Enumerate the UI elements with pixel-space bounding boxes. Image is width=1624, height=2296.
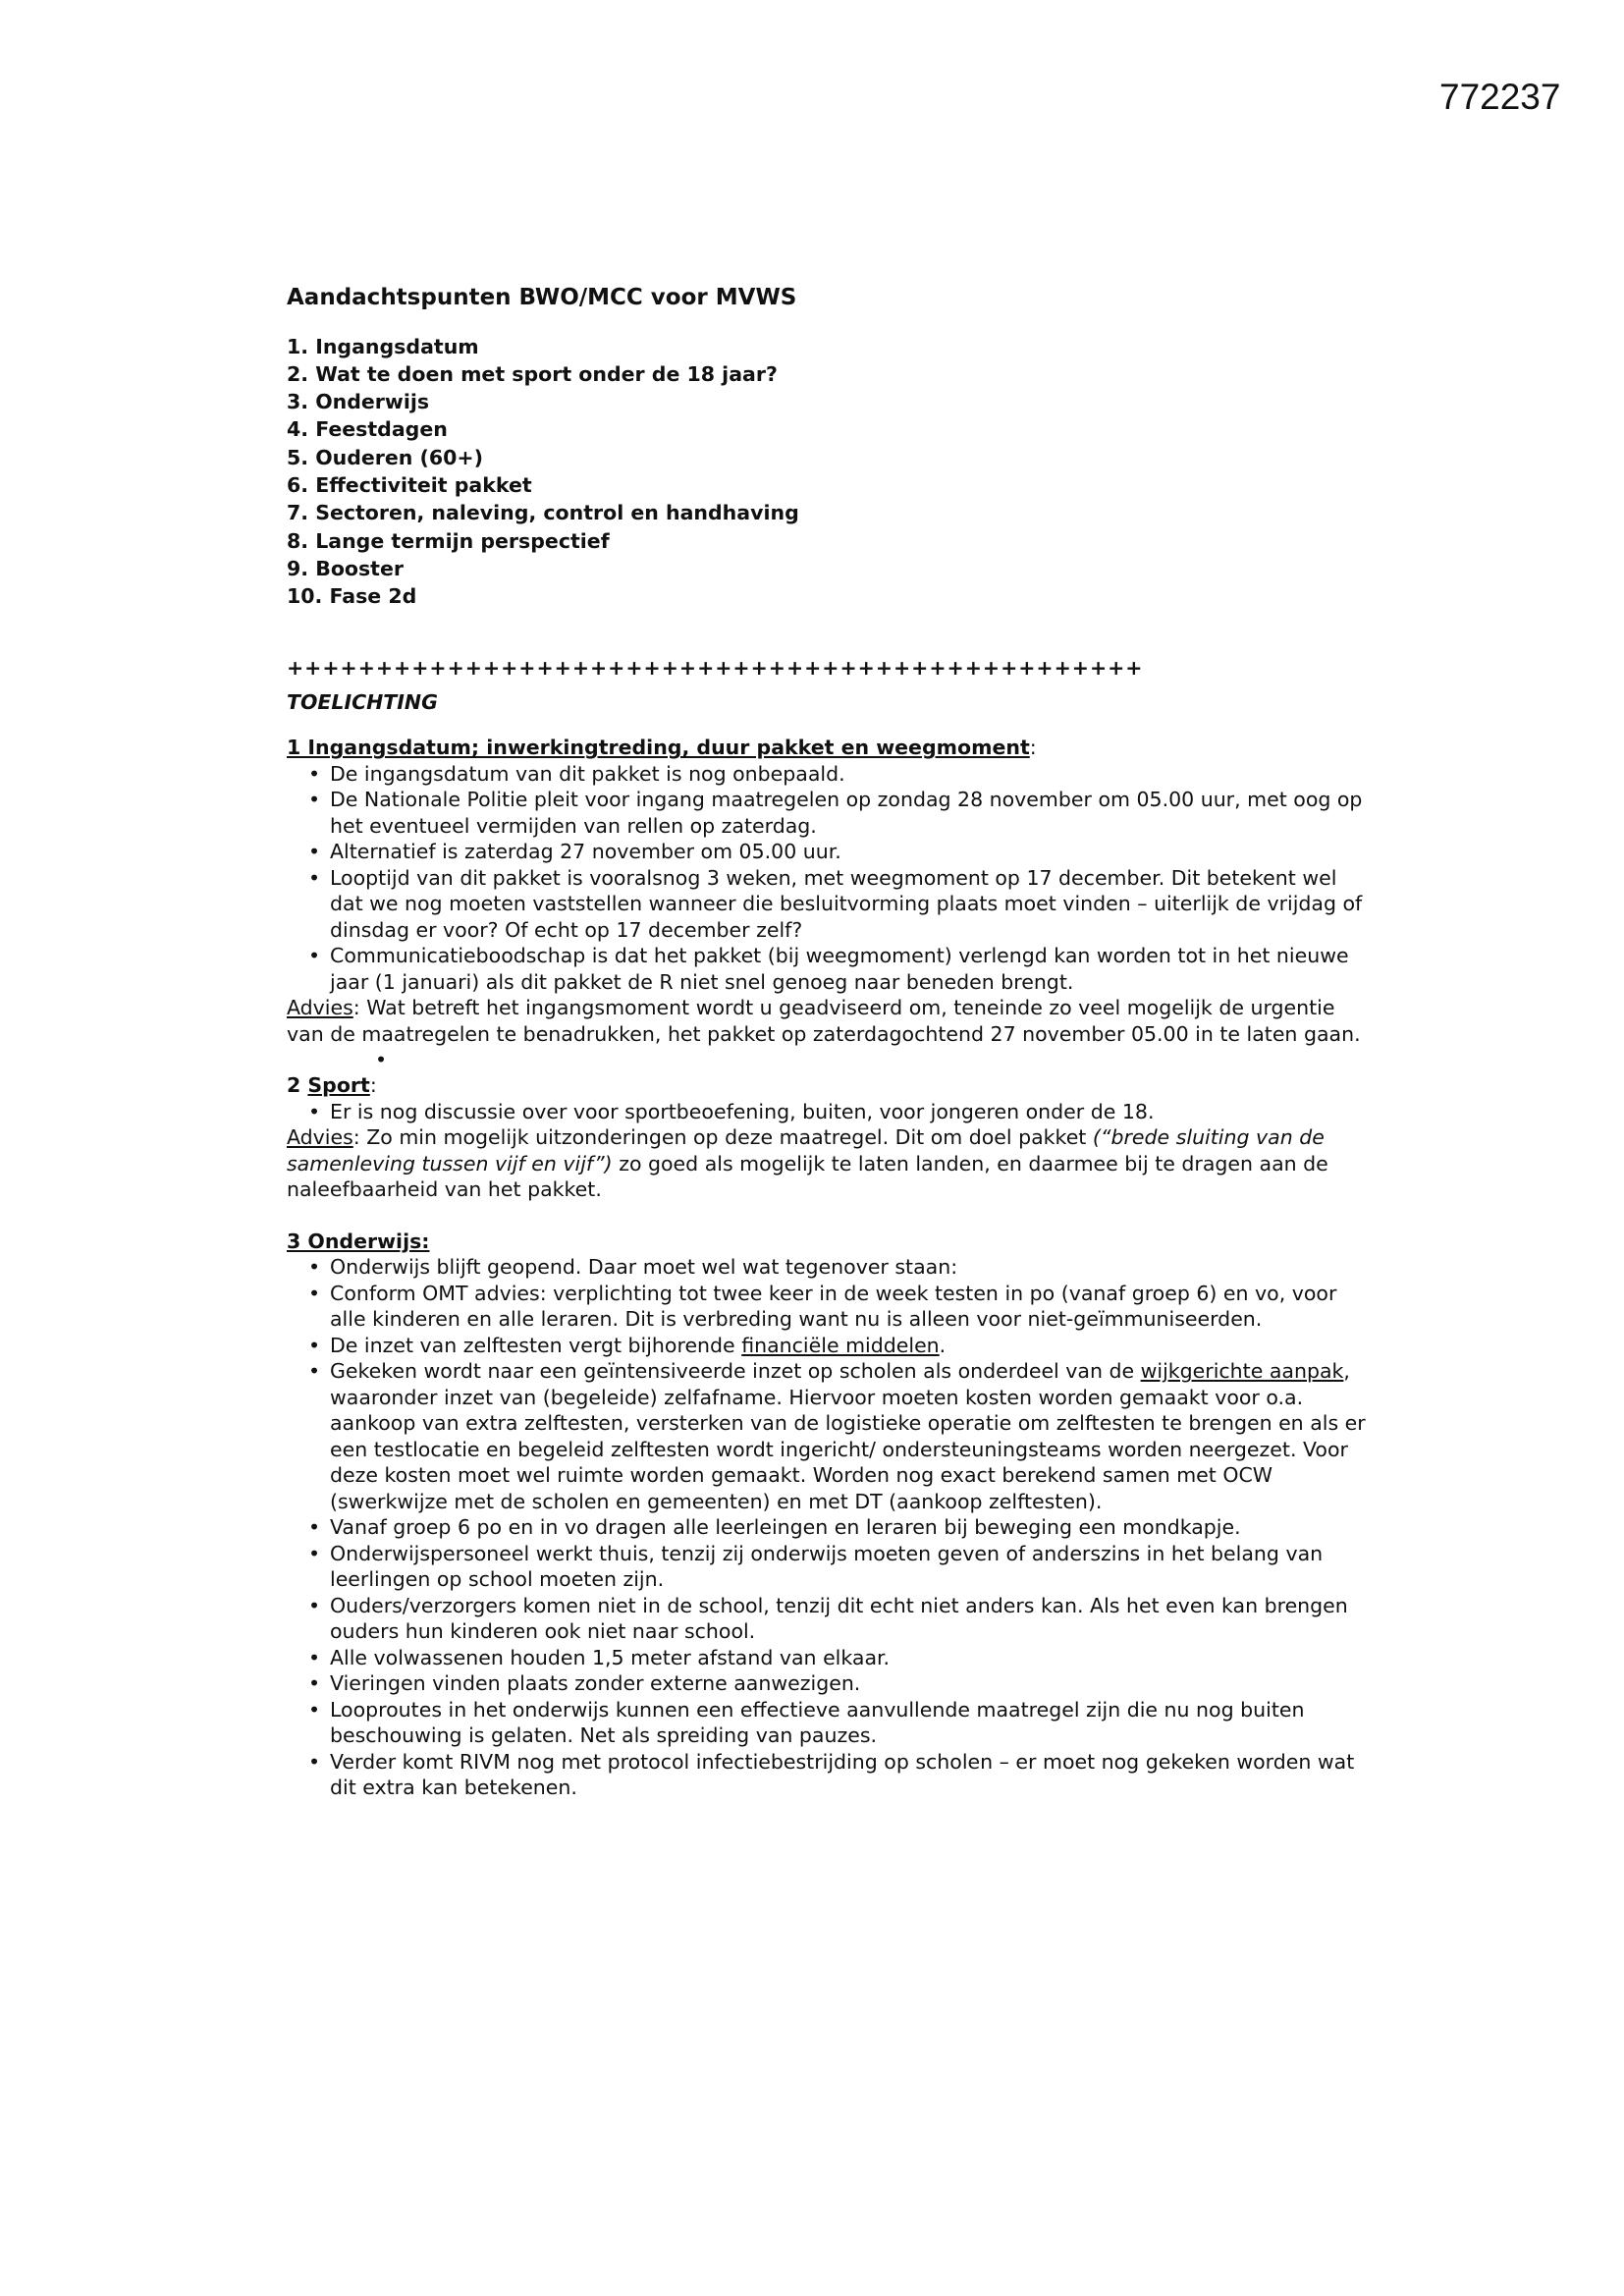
document-body xyxy=(287,285,1367,1801)
topic-item: 7. Sectoren, naleving, control en handhaving xyxy=(287,501,799,525)
bullet-text: Vanaf groep 6 po en in vo dragen alle leerleingen en leraren bij beweging een mondkapje. xyxy=(330,1515,1241,1540)
bullet-icon: • xyxy=(308,1359,321,1384)
list-item xyxy=(287,1358,1367,1514)
list-item xyxy=(287,1254,1367,1281)
section-heading: 3 Onderwijs: xyxy=(287,1229,430,1253)
bullet-icon: • xyxy=(308,761,321,786)
advies-paragraph xyxy=(287,995,1367,1047)
list-item xyxy=(287,943,1367,995)
bullet-text: Looproutes in het onderwijs kunnen een effectieve aanvullende maatregel zijn die nu nog buiten beschouwing is gelaten. Net als spreiding van pauzes. xyxy=(330,1697,1305,1748)
advies-quote: (“brede sluiting van de samenleving tussen vijf en vijf”) xyxy=(287,1125,1325,1175)
list-item xyxy=(287,1749,1367,1801)
topic-item: 2. Wat te doen met sport onder de 18 jaar? xyxy=(287,361,778,386)
list-item xyxy=(287,839,1367,865)
list-item xyxy=(287,1099,1367,1125)
list-item xyxy=(287,1697,1367,1749)
topic-item: 4. Feestdagen xyxy=(287,417,448,442)
advies-label: Advies xyxy=(287,1125,353,1150)
bullet-icon: • xyxy=(308,1671,321,1696)
advies-label: Advies xyxy=(287,996,353,1020)
list-item xyxy=(287,1541,1367,1593)
document-title: Aandachtspunten BWO/MCC voor MVWS xyxy=(287,285,797,310)
bullet-text: Verder komt RIVM nog met protocol infectiebestrijding op scholen – er moet nog gekeken worden wat dit extra kan betekenen. xyxy=(330,1749,1355,1800)
topic-item: 9. Booster xyxy=(287,556,404,580)
advies-text: : Zo min mogelijk uitzonderingen op deze maatregel. Dit om doel pakket xyxy=(352,1125,1093,1150)
bullet-icon: • xyxy=(308,1593,321,1617)
underlined-term: financiële middelen xyxy=(741,1333,940,1357)
list-item xyxy=(287,865,1367,944)
topic-item: 3. Onderwijs xyxy=(287,390,430,414)
section-ingangsdatum xyxy=(287,735,1367,1072)
list-item xyxy=(287,761,1367,788)
bullet-icon: • xyxy=(308,1515,321,1540)
bullet-text: Conform OMT advies: verplichting tot twee keer in de week testen in po (vanaf groep 6) en vo, voor alle kinderen en alle leraren. Dit is verbreding want nu is alleen voor niet-geïmmuniseerden. xyxy=(330,1281,1337,1332)
list-item xyxy=(287,1593,1367,1645)
list-item xyxy=(287,1670,1367,1697)
bullet-text: Alternatief is zaterdag 27 november om 05.00 uur. xyxy=(330,840,841,864)
heading-colon: : xyxy=(369,1073,377,1098)
bullet-icon: • xyxy=(308,865,321,890)
list-item xyxy=(287,787,1367,839)
bullet-text: Alle volwassenen houden 1,5 meter afstand van elkaar. xyxy=(330,1645,891,1669)
bullet-icon: • xyxy=(308,788,321,812)
section-heading: Sport xyxy=(307,1073,370,1098)
empty-bullet: • xyxy=(375,1048,388,1072)
advies-text-rest: zo goed als mogelijk te laten landen, en daarmee bij te dragen aan de naleefbaarheid van het pakket. xyxy=(287,1151,1328,1202)
topic-item: 8. Lange termijn perspectief xyxy=(287,528,610,553)
underlined-term: wijkgerichte aanpak xyxy=(1140,1359,1344,1384)
topic-item: 10. Fase 2d xyxy=(287,584,417,609)
list-item xyxy=(287,1333,1367,1359)
bullet-icon: • xyxy=(308,1541,321,1565)
bullet-text: , waaronder inzet van (begeleide) zelfafname. Hiervoor moeten kosten worden gemaakt voor o.a. aankoop van extra zelftesten, versterken van de logistieke operatie om zelftesten te brengen en als er een testlocatie en begeleid zelftesten wordt ingericht/ ondersteuningsteams worden neergezet. Voor deze kosten moet wel ruimte worden gemaakt. Worden nog exact berekend samen met OCW (swerkwijze met de scholen en gemeenten) en met DT (aankoop zelftesten). xyxy=(330,1359,1366,1513)
bullet-icon: • xyxy=(308,1697,321,1722)
list-item xyxy=(287,1645,1367,1671)
topic-list xyxy=(287,333,1367,611)
topic-item: 6. Effectiviteit pakket xyxy=(287,472,532,497)
bullet-text: Ouders/verzorgers komen niet in de school, tenzij dit echt niet anders kan. Als het even kan brengen ouders hun kinderen ook niet naar school. xyxy=(330,1593,1348,1644)
bullet-text: Er is nog discussie over voor sportbeoefening, buiten, voor jongeren onder de 18. xyxy=(330,1099,1155,1123)
advies-text: : Wat betreft het ingangsmoment wordt u geadviseerd om, teneinde zo veel mogelijk de urgentie van de maatregelen te benadrukken, het pakket op zaterdagochtend 27 november 05.00 in te laten gaan. xyxy=(287,996,1361,1046)
heading-colon: : xyxy=(1029,736,1037,760)
section-onderwijs xyxy=(287,1229,1367,1801)
bullet-icon: • xyxy=(308,1281,321,1305)
bullet-text: Onderwijspersoneel werkt thuis, tenzij zij onderwijs moeten geven of anderszins in het belang van leerlingen op school moeten zijn. xyxy=(330,1541,1324,1592)
section-number: 2 xyxy=(287,1073,308,1098)
bullet-text: De inzet van zelftesten vergt bijhorende xyxy=(330,1333,742,1357)
advies-paragraph xyxy=(287,1124,1367,1203)
bullet-text: Gekeken wordt naar een geïntensiveerde inzet op scholen als onderdeel van de xyxy=(330,1359,1141,1384)
topic-item: 5. Ouderen (60+) xyxy=(287,445,483,469)
bullet-text: Onderwijs blijft geopend. Daar moet wel wat tegenover staan: xyxy=(330,1255,958,1280)
bullet-text: . xyxy=(939,1333,947,1357)
separator-line: ++++++++++++++++++++++++++++++++++++++++++++++++ xyxy=(287,656,1144,681)
section-sport xyxy=(287,1072,1367,1203)
toelichting-heading: TOELICHTING xyxy=(287,689,438,714)
bullet-icon: • xyxy=(308,1645,321,1669)
bullet-icon: • xyxy=(308,1333,321,1357)
topic-item: 1. Ingangsdatum xyxy=(287,334,479,358)
bullet-text: De ingangsdatum van dit pakket is nog onbepaald. xyxy=(330,761,845,786)
bullet-icon: • xyxy=(308,1749,321,1774)
bullet-text: Looptijd van dit pakket is vooralsnog 3 weken, met weegmoment op 17 december. Dit betekent wel dat we nog moeten vaststellen wanneer die besluitvorming plaats moet vinden – uiterlijk de vrijdag of dinsdag er voor? Of echt op 17 december zelf? xyxy=(330,865,1363,942)
bullet-icon: • xyxy=(308,944,321,968)
bullet-text: De Nationale Politie pleit voor ingang maatregelen op zondag 28 november om 05.00 uur, met oog op het eventueel vermijden van rellen op zaterdag. xyxy=(330,788,1363,838)
bullet-text: Vieringen vinden plaats zonder externe aanwezigen. xyxy=(330,1671,861,1696)
list-item xyxy=(287,1514,1367,1541)
section-heading: 1 Ingangsdatum; inwerkingtreding, duur pakket en weegmoment xyxy=(287,736,1030,760)
list-item xyxy=(287,1281,1367,1333)
bullet-text: Communicatieboodschap is dat het pakket (bij weegmoment) verlengd kan worden tot in het nieuwe jaar (1 januari) als dit pakket de R niet snel genoeg naar beneden brengt. xyxy=(330,944,1349,994)
bullet-icon: • xyxy=(308,1099,321,1123)
bullet-icon: • xyxy=(308,840,321,864)
bullet-icon: • xyxy=(308,1255,321,1280)
document-id: 772237 xyxy=(1439,77,1561,117)
